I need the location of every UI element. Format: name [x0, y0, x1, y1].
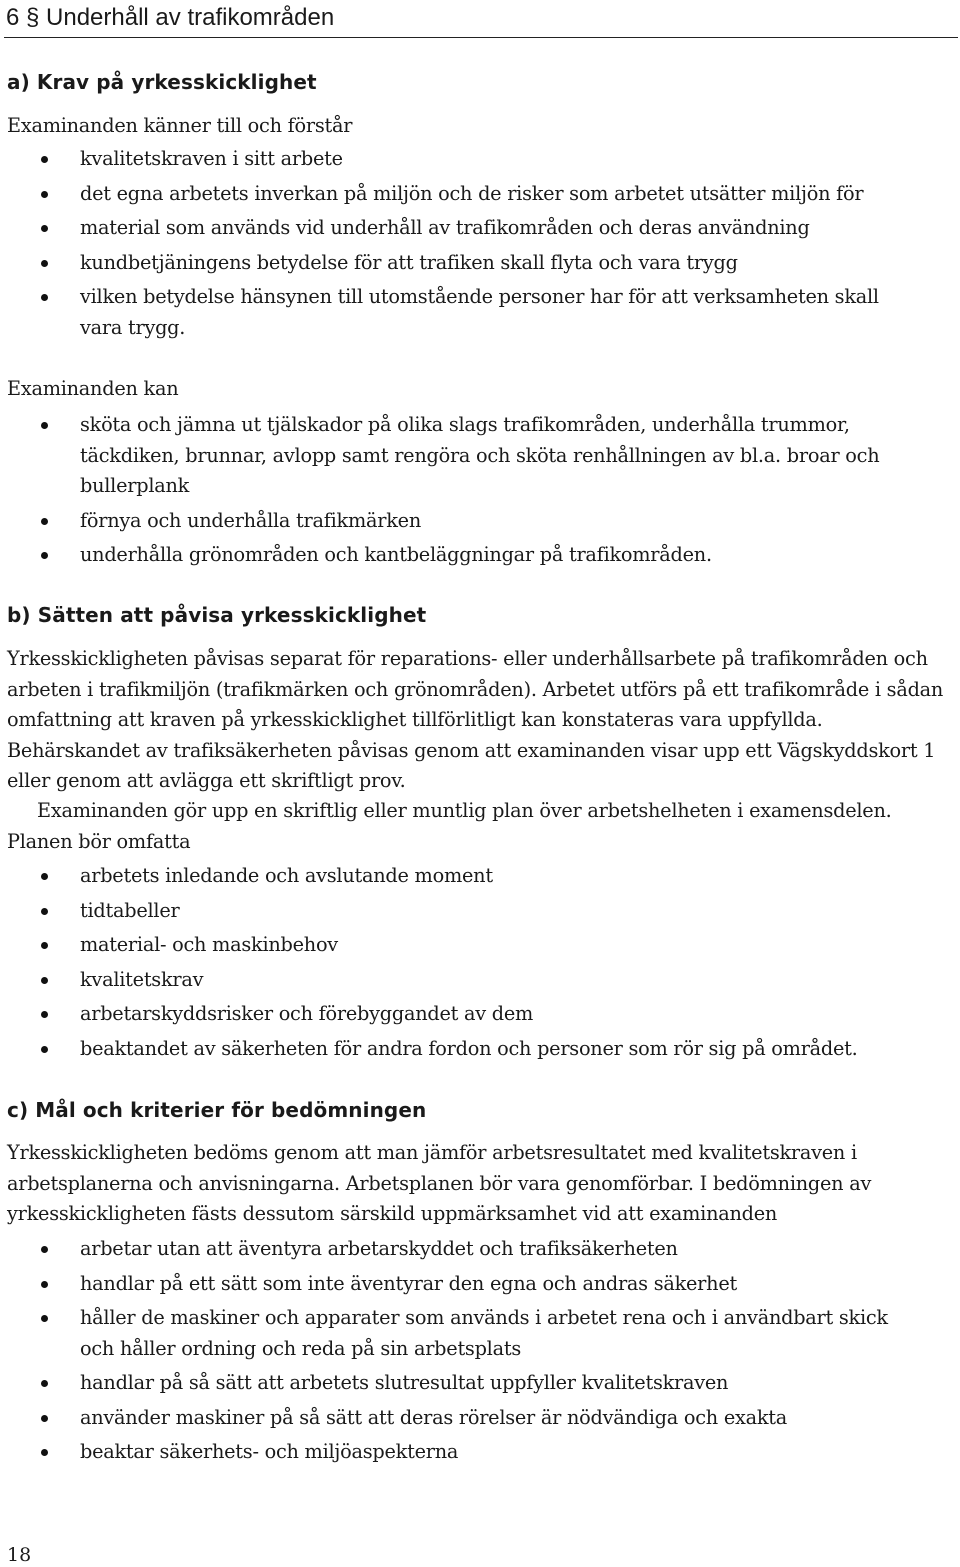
list-item: beaktar säkerhets- och miljöaspekterna — [0, 1437, 900, 1468]
list-item: tidtabeller — [0, 896, 948, 927]
list-item: handlar på så sätt att arbetets slutresultat uppfyller kvalitetskraven — [0, 1368, 900, 1399]
list-item: använder maskiner på så sätt att deras rörelser är nödvändiga och exakta — [0, 1403, 900, 1434]
list-item: material som används vid underhåll av trafikområden och deras användning — [0, 213, 900, 244]
section-a-heading: a) Krav på yrkesskicklighet — [7, 70, 317, 94]
list-item: det egna arbetets inverkan på miljön och de risker som arbetet utsätter miljön för — [0, 179, 900, 210]
list-item: underhålla grönområden och kantbeläggningar på trafikområden. — [0, 540, 940, 571]
list-item: förnya och underhålla trafikmärken — [0, 506, 940, 537]
section-b-heading: b) Sätten att påvisa yrkesskicklighet — [7, 603, 427, 627]
list-item: kvalitetskraven i sitt arbete — [0, 144, 900, 175]
section-a-skills-list — [0, 410, 940, 571]
section-c-criteria-list — [0, 1234, 900, 1468]
list-item: kundbetjäningens betydelse för att trafiken skall flyta och vara trygg — [0, 248, 900, 279]
header-rule — [4, 37, 958, 38]
list-item: handlar på ett sätt som inte äventyrar den egna och andras säkerhet — [0, 1269, 900, 1300]
list-item: beaktandet av säkerheten för andra fordon och personer som rör sig på området. — [0, 1034, 948, 1065]
section-a-intro-can: Examinanden kan — [7, 377, 179, 400]
page-number: 18 — [7, 1544, 32, 1566]
list-item: sköta och jämna ut tjälskador på olika slags trafikområden, underhålla trummor, täckdiken, brunnar, avlopp samt rengöra och sköta renhållningen av bl.a. broar och bullerplank — [0, 410, 940, 502]
section-a-intro-knows: Examinanden känner till och förstår — [7, 114, 353, 137]
list-item: arbetets inledande och avslutande moment — [0, 861, 948, 892]
list-item: arbetar utan att äventyra arbetarskyddet och trafiksäkerheten — [0, 1234, 900, 1265]
chapter-title: 6 § Underhåll av trafikområden — [6, 4, 335, 31]
list-item: arbetarskyddsrisker och förebyggandet av dem — [0, 999, 948, 1030]
list-item: kvalitetskrav — [0, 965, 948, 996]
section-b-plan-paragraph: Examinanden gör upp en skriftlig eller muntlig plan över arbetshelheten i examensdelen. Planen bör omfatta — [7, 799, 892, 853]
list-item: vilken betydelse hänsynen till utomstående personer har för att verksamheten skall vara trygg. — [0, 282, 900, 343]
list-item: håller de maskiner och apparater som används i arbetet rena och i användbart skick och håller ordning och reda på sin arbetsplats — [0, 1303, 900, 1364]
section-c-paragraph: Yrkesskickligheten bedöms genom att man jämför arbetsresultatet med kvalitetskraven i arbetsplanerna och anvisningarna. Arbetsplanen bör vara genomförbar. I bedömningen av yrkesskickligheten fästs dessutom särskild uppmärksamhet vid att examinanden — [7, 1141, 872, 1225]
section-a-knowledge-list — [0, 144, 900, 343]
list-item: material- och maskinbehov — [0, 930, 948, 961]
section-c-heading: c) Mål och kriterier för bedömningen — [7, 1098, 427, 1122]
section-b-plan-list — [0, 861, 948, 1064]
section-b-paragraph: Yrkesskickligheten påvisas separat för reparations- eller underhållsarbete på trafikområden och arbeten i trafikmiljön (trafikmärken och grönområden). Arbetet utförs på ett trafikområde i sådan omfattning att kraven på yrkesskicklighet tillförlitligt kan konstateras vara uppfyllda. Behärskandet av trafiksäkerheten påvisas genom att examinanden visar upp ett Vägskyddskort 1 eller genom att avlägga ett skriftligt prov. — [7, 647, 944, 792]
